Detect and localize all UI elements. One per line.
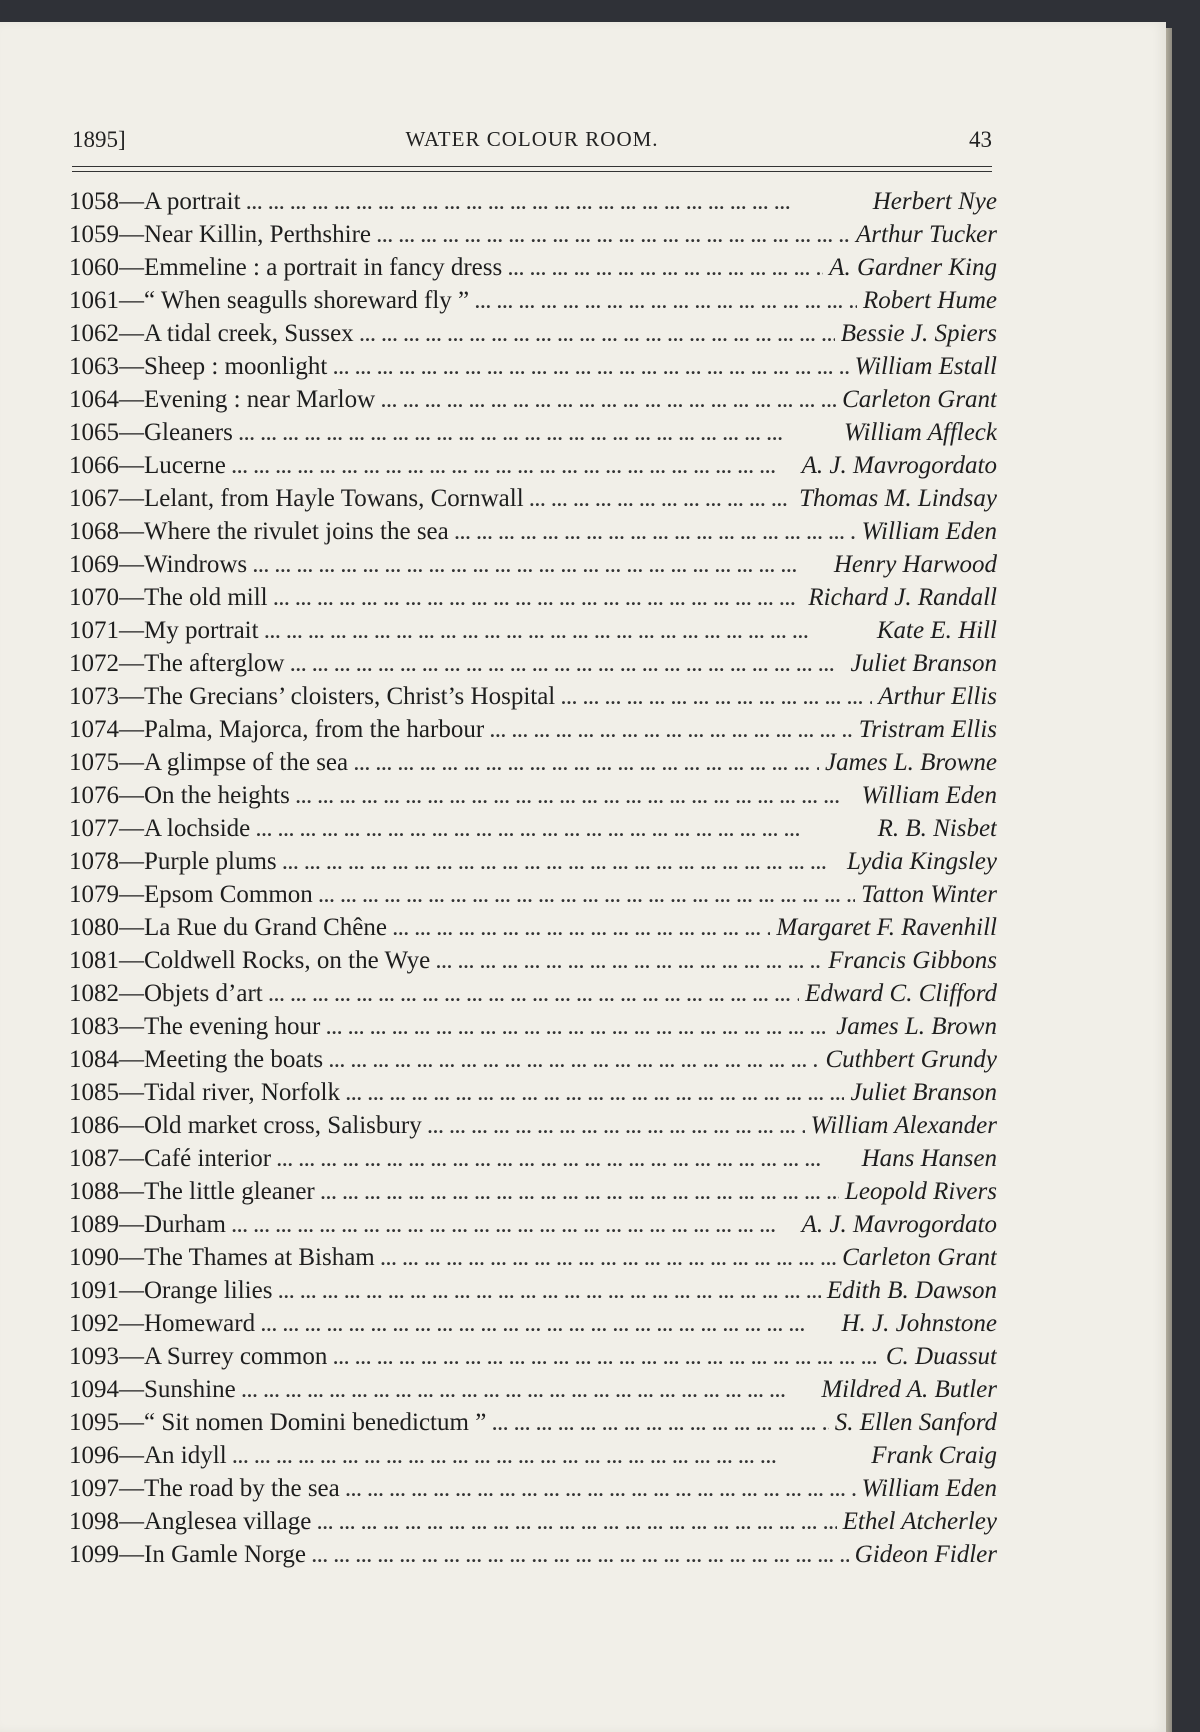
entry-number: 1083 [69,1013,119,1040]
catalogue-entry [69,977,997,1010]
entry-number: 1075 [69,749,119,776]
catalogue-entry [69,944,997,977]
entry-number: 1060 [69,254,119,281]
entry-title: Sunshine [144,1376,236,1403]
entry-dash: — [119,914,144,941]
dot-leader [232,1210,796,1241]
entry-dash: — [119,1541,144,1568]
entry-number: 1058 [69,188,119,215]
entry-dash: — [119,518,144,545]
entry-dash: — [119,1112,144,1139]
entry-title: Purple plums [144,848,277,875]
entry-title: A Surrey common [144,1343,328,1370]
catalogue-entry [69,812,997,845]
entry-number: 1066 [69,452,119,479]
entry-title: Epsom Common [144,881,313,908]
entry-artist: Carleton Grant [842,1244,997,1271]
entry-artist: Richard J. Randall [808,584,997,611]
catalogue-entry [69,449,997,482]
entry-artist: Bessie J. Spiers [840,320,997,347]
catalogue-entry [69,416,997,449]
entry-dash: — [119,452,144,479]
catalogue-entry [69,1109,997,1142]
entry-dash: — [119,1442,144,1469]
entry-dash: — [119,716,144,743]
entry-number: 1089 [69,1211,119,1238]
entry-number: 1069 [69,551,119,578]
entry-title: The little gleaner [144,1178,315,1205]
entry-dash: — [119,1475,144,1502]
entry-dash: — [119,485,144,512]
entry-title: “ When seagulls shoreward fly ” [144,287,470,314]
catalogue-entry [69,1340,997,1373]
entry-number: 1076 [69,782,119,809]
entry-dash: — [119,650,144,677]
dot-leader [333,352,848,383]
entry-artist: Arthur Ellis [878,683,997,710]
entry-number: 1085 [69,1079,119,1106]
dot-leader [436,946,822,977]
entry-artist: Ethel Atcherley [842,1508,997,1535]
catalogue-list [69,185,997,1571]
entry-dash: — [119,1046,144,1073]
entry-title: Near Killin, Perthshire [144,221,372,248]
entry-dash: — [119,254,144,281]
entry-title: “ Sit nomen Domini benedictum ” [144,1409,487,1436]
entry-artist: A. J. Mavrogordato [801,1211,997,1238]
entry-artist: Tristram Ellis [858,716,997,743]
dot-leader [233,1441,866,1472]
entry-dash: — [119,980,144,1007]
entry-artist: C. Duassut [885,1343,997,1370]
dot-leader [455,517,856,548]
catalogue-entry [69,218,997,251]
catalogue-entry [69,845,997,878]
entry-artist: Lydia Kingsley [847,848,997,875]
catalogue-entry [69,482,997,515]
entry-number: 1092 [69,1310,119,1337]
dot-leader [278,1276,820,1307]
entry-number: 1098 [69,1508,119,1535]
entry-artist: James L. Browne [825,749,997,776]
entry-title: Café interior [144,1145,272,1172]
entry-dash: — [119,947,144,974]
entry-dash: — [119,848,144,875]
entry-artist: Juliet Branson [850,1079,997,1106]
catalogue-entry [69,1538,997,1571]
entry-title: Evening : near Marlow [144,386,376,413]
entry-number: 1063 [69,353,119,380]
entry-artist: R. B. Nisbet [877,815,997,842]
entry-number: 1070 [69,584,119,611]
entry-title: A lochside [144,815,251,842]
catalogue-entry [69,1373,997,1406]
entry-title: Objets d’art [144,980,263,1007]
dot-leader [232,451,796,482]
entry-dash: — [119,749,144,776]
entry-dash: — [119,815,144,842]
entry-dash: — [119,1310,144,1337]
dot-leader [239,418,838,449]
catalogue-entry [69,746,997,779]
entry-dash: — [119,320,144,347]
entry-artist: Leopold Rivers [844,1178,997,1205]
entry-number: 1096 [69,1442,119,1469]
entry-artist: William Estall [854,353,997,380]
entry-dash: — [119,386,144,413]
entry-title: Anglesea village [144,1508,312,1535]
entry-artist: A. Gardner King [829,254,997,281]
entry-title: Homeward [144,1310,256,1337]
entry-title: Tidal river, Norfolk [144,1079,340,1106]
entry-artist: Cuthbert Grundy [825,1046,997,1073]
entry-dash: — [119,1277,144,1304]
dot-leader [274,583,803,614]
entry-artist: Robert Hume [863,287,997,314]
dot-leader [354,748,819,779]
dot-leader [317,1507,836,1538]
catalogue-entry [69,1307,997,1340]
entry-number: 1084 [69,1046,119,1073]
entry-title: The Grecians’ cloisters, Christ’s Hospital [144,683,556,710]
dot-leader [561,682,872,713]
header-year: 1895] [72,127,126,152]
entry-dash: — [119,221,144,248]
entry-dash: — [119,1343,144,1370]
dot-leader [326,1012,830,1043]
entry-title: The road by the sea [144,1475,340,1502]
catalogue-entry [69,515,997,548]
entry-dash: — [119,419,144,446]
entry-artist: William Alexander [810,1112,997,1139]
entry-number: 1062 [69,320,119,347]
entry-number: 1087 [69,1145,119,1172]
catalogue-entry [69,1175,997,1208]
dot-leader [393,913,770,944]
catalogue-entry [69,911,997,944]
catalogue-entry [69,581,997,614]
entry-artist: Francis Gibbons [828,947,997,974]
entry-artist: Arthur Tucker [856,221,997,248]
entry-artist: Mildred A. Butler [821,1376,997,1403]
entry-number: 1091 [69,1277,119,1304]
dot-leader [346,1078,845,1109]
entry-number: 1093 [69,1343,119,1370]
entry-dash: — [119,1178,144,1205]
entry-title: Old market cross, Salisbury [144,1112,422,1139]
catalogue-entry [69,251,997,284]
entry-title: The old mill [144,584,268,611]
catalogue-entry [69,1043,997,1076]
entry-artist: Juliet Branson [850,650,997,677]
entry-dash: — [119,1409,144,1436]
catalogue-entry [69,1406,997,1439]
entry-number: 1080 [69,914,119,941]
entry-dash: — [119,881,144,908]
catalogue-entry [69,878,997,911]
entry-title: La Rue du Grand Chêne [144,914,387,941]
catalogue-entry [69,680,997,713]
entry-title: Windrows [144,551,248,578]
catalogue-entry [69,350,997,383]
entry-number: 1068 [69,518,119,545]
dot-leader [256,814,871,845]
catalogue-entry [69,317,997,350]
entry-title: My portrait [144,617,259,644]
entry-title: Where the rivulet joins the sea [144,518,449,545]
entry-number: 1072 [69,650,119,677]
entry-number: 1097 [69,1475,119,1502]
dot-leader [242,1375,816,1406]
entry-number: 1065 [69,419,119,446]
entry-artist: James L. Brown [836,1013,997,1040]
entry-number: 1090 [69,1244,119,1271]
dot-leader [530,484,793,515]
entry-number: 1067 [69,485,119,512]
entry-number: 1099 [69,1541,119,1568]
dot-leader [381,385,836,416]
entry-dash: — [119,617,144,644]
dot-leader [261,1309,835,1340]
catalogue-entry [69,1505,997,1538]
entry-title: Meeting the boats [144,1046,324,1073]
catalogue-entry [69,185,997,218]
catalogue-entry [69,1241,997,1274]
header-rule-thick [72,166,992,167]
entry-dash: — [119,551,144,578]
entry-artist: Margaret F. Ravenhill [776,914,997,941]
dot-leader [492,1408,828,1439]
entry-title: Lelant, from Hayle Towans, Cornwall [144,485,524,512]
dot-leader [377,220,850,251]
dot-leader [253,550,828,581]
entry-number: 1079 [69,881,119,908]
entry-artist: William Eden [861,1475,997,1502]
entry-dash: — [119,1376,144,1403]
entry-dash: — [119,683,144,710]
entry-dash: — [119,353,144,380]
entry-dash: — [119,1145,144,1172]
entry-title: Emmeline : a portrait in fancy dress [144,254,503,281]
catalogue-entry [69,1472,997,1505]
dot-leader [490,715,853,746]
entry-artist: Tatton Winter [861,881,997,908]
entry-artist: William Eden [861,782,997,809]
header-rule-thin [72,171,992,172]
entry-title: A portrait [144,188,241,215]
entry-title: A tidal creek, Sussex [144,320,354,347]
dot-leader [296,781,856,812]
dot-leader [247,187,867,218]
catalogue-entry [69,647,997,680]
entry-artist: Herbert Nye [872,188,997,215]
dot-leader [319,880,855,911]
entry-title: Gleaners [144,419,233,446]
entry-dash: — [119,188,144,215]
entry-artist: Henry Harwood [833,551,997,578]
dot-leader [265,616,871,647]
entry-number: 1086 [69,1112,119,1139]
entry-number: 1081 [69,947,119,974]
catalogue-entry [69,713,997,746]
entry-dash: — [119,1013,144,1040]
catalogue-entry [69,383,997,416]
entry-title: Sheep : moonlight [144,353,328,380]
entry-title: The evening hour [144,1013,321,1040]
dot-leader [508,253,823,284]
dot-leader [269,979,799,1010]
catalogue-entry [69,1439,997,1472]
entry-artist: Thomas M. Lindsay [799,485,997,512]
page-number: 43 [969,127,992,152]
entry-title: In Gamle Norge [144,1541,306,1568]
dot-leader [277,1144,856,1175]
entry-number: 1077 [69,815,119,842]
dot-leader [312,1540,849,1571]
entry-number: 1073 [69,683,119,710]
entry-dash: — [119,782,144,809]
running-header [72,107,992,161]
entry-title: Orange lilies [144,1277,273,1304]
entry-number: 1088 [69,1178,119,1205]
entry-dash: — [119,287,144,314]
entry-number: 1078 [69,848,119,875]
dot-leader [381,1243,836,1274]
entry-title: A glimpse of the sea [144,749,349,776]
entry-dash: — [119,1211,144,1238]
entry-artist: S. Ellen Sanford [834,1409,997,1436]
entry-artist: Carleton Grant [842,386,997,413]
catalogue-entry [69,779,997,812]
catalogue-entry [69,284,997,317]
entry-artist: William Eden [861,518,997,545]
entry-title: On the heights [144,782,290,809]
catalogue-entry [69,614,997,647]
entry-title: An idyll [144,1442,227,1469]
entry-artist: Edward C. Clifford [805,980,997,1007]
dot-leader [283,847,841,878]
entry-artist: Gideon Fidler [854,1541,997,1568]
catalogue-entry [69,1142,997,1175]
dot-leader [333,1342,880,1373]
catalogue-entry [69,1010,997,1043]
entry-dash: — [119,584,144,611]
entry-number: 1074 [69,716,119,743]
entry-title: Lucerne [144,452,226,479]
dot-leader [428,1111,805,1142]
entry-number: 1094 [69,1376,119,1403]
catalogue-entry [69,1208,997,1241]
entry-artist: Edith B. Dawson [826,1277,997,1304]
entry-title: The Thames at Bisham [144,1244,375,1271]
entry-artist: H. J. Johnstone [841,1310,997,1337]
dot-leader [329,1045,819,1076]
entry-number: 1095 [69,1409,119,1436]
entry-number: 1082 [69,980,119,1007]
catalogue-entry [69,548,997,581]
catalogue-entry [69,1076,997,1109]
dot-leader [290,649,844,680]
entry-artist: A. J. Mavrogordato [801,452,997,479]
catalogue-entry [69,1274,997,1307]
dot-leader [321,1177,839,1208]
entry-dash: — [119,1508,144,1535]
entry-artist: Hans Hansen [861,1145,997,1172]
entry-number: 1071 [69,617,119,644]
entry-artist: William Affleck [844,419,997,446]
entry-title: Palma, Majorca, from the harbour [144,716,485,743]
entry-title: The afterglow [144,650,285,677]
dot-leader [475,286,857,317]
entry-dash: — [119,1079,144,1106]
entry-number: 1059 [69,221,119,248]
header-title: WATER COLOUR ROOM. [405,127,659,151]
entry-artist: Frank Craig [871,1442,997,1469]
entry-dash: — [119,1244,144,1271]
entry-number: 1064 [69,386,119,413]
entry-number: 1061 [69,287,119,314]
dot-leader [346,1474,856,1505]
entry-title: Durham [144,1211,226,1238]
entry-title: Coldwell Rocks, on the Wye [144,947,431,974]
dot-leader [360,319,835,350]
entry-artist: Kate E. Hill [876,617,997,644]
